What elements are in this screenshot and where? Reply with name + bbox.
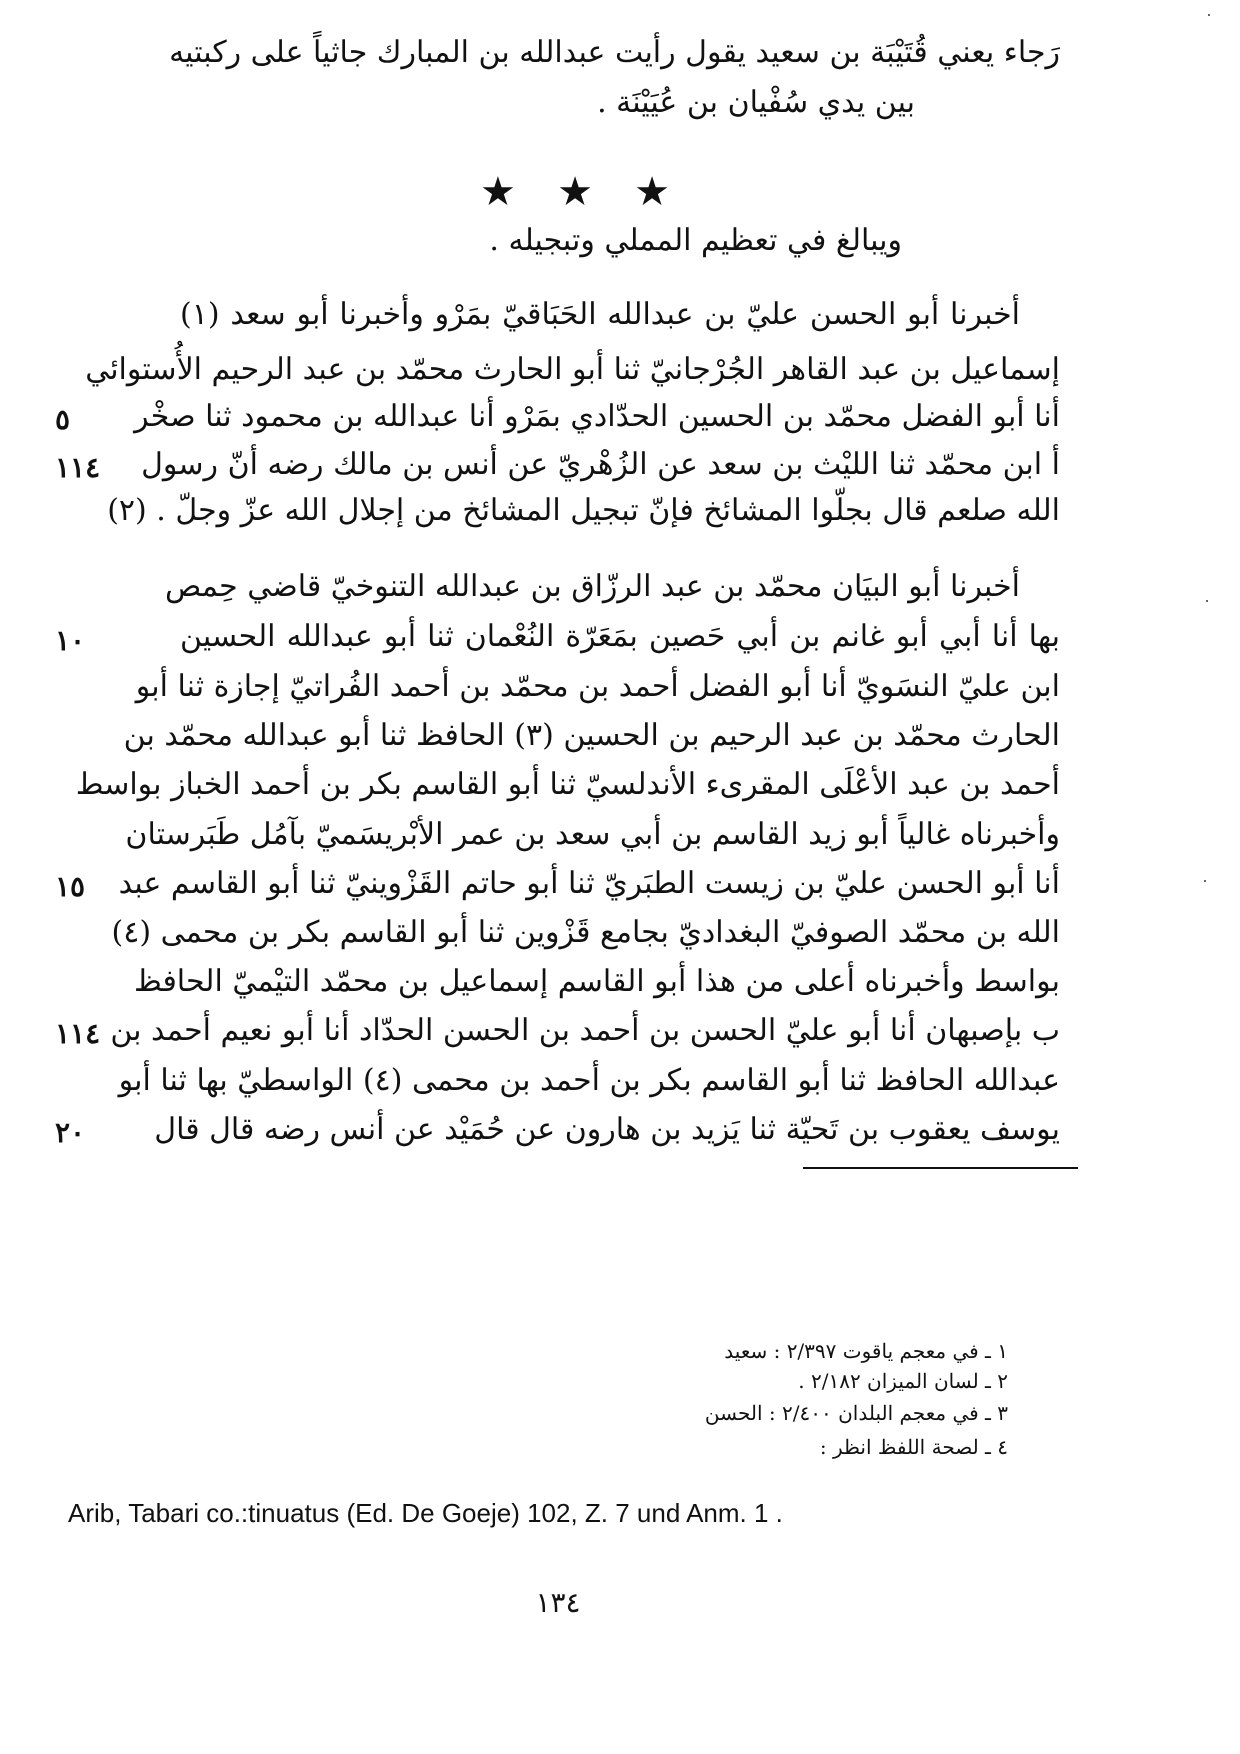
footnote: ٤ ـ لصحة اللفظ انظر : — [819, 1435, 1008, 1459]
scan-speck — [1204, 880, 1206, 882]
text-line: بواسط وأخبرناه أعلى من هذا أبو القاسم إسماعيل بن محمّد التيْميّ الحافظ — [133, 964, 1060, 999]
section-heading: ويبالغ في تعظيم المملي وتبجيله . — [489, 223, 902, 258]
footnote: ٣ ـ في معجم البلدان ٢/٤٠٠ : الحسن — [704, 1401, 1008, 1425]
margin-line-number: ٢٠ — [55, 1116, 86, 1149]
scan-speck — [1208, 14, 1210, 16]
star-icon: ★ — [634, 169, 670, 215]
text-line: أخبرنا أبو البيَان محمّد بن عبد الرزّاق بن عبدالله التنوخيّ قاضي حِمص — [165, 569, 1020, 604]
section-separator — [480, 169, 670, 215]
margin-line-number: ٥ — [55, 403, 71, 436]
folio-marker: ١١٤ — [55, 451, 101, 484]
text-line: رَجاء يعني قُتَيْبَة بن سعيد يقول رأيت عبدالله بن المبارك جاثياً على ركبتيه — [169, 35, 1060, 70]
text-line: ب بإصبهان أنا أبو عليّ الحسن بن أحمد بن الحسن الحدّاد أنا أبو نعيم أحمد بن — [110, 1013, 1060, 1048]
footnote: ١ ـ في معجم ياقوت ٢/٣٩٧ : سعيد — [724, 1339, 1008, 1363]
star-icon: ★ — [480, 169, 516, 215]
text-line: أنا أبو الحسن عليّ بن زيست الطبَريّ ثنا أبو حاتم القَزْوينيّ ثنا أبو القاسم عبد — [118, 866, 1060, 901]
text-line: الله بن محمّد الصوفيّ البغداديّ بجامع قَزْوين ثنا أبو القاسم بكر بن محمى (٤) — [111, 915, 1060, 950]
text-line: الله صلعم قال بجلّوا المشائخ فإنّ تبجيل المشائخ من إجلال الله عزّ وجلّ . (٢) — [107, 493, 1060, 528]
text-line: يوسف يعقوب بن تَحيّة ثنا يَزيد بن هارون عن حُمَيْد عن أنس رضه قال قال — [154, 1112, 1060, 1147]
text-line: أحمد بن عبد الأعْلَى المقرىء الأندلسيّ ثنا أبو القاسم بكر بن أحمد الخباز بواسط — [75, 767, 1060, 802]
text-line: بين يدي سُفْيان بن عُيَيْنَة . — [597, 85, 915, 120]
page-number: ١٣٤ — [535, 1586, 581, 1619]
text-line: ابن عليّ النسَويّ أنا أبو الفضل أحمد بن محمّد بن أحمد الفُراتيّ إجازة ثنا أبو — [135, 669, 1060, 704]
text-line: الحارث محمّد بن عبد الرحيم بن الحسين (٣) الحافظ ثنا أبو عبدالله محمّد بن — [123, 718, 1060, 753]
footnote: ٢ ـ لسان الميزان ٢/١٨٢ . — [798, 1369, 1008, 1393]
text-line: وأخبرناه غالياً أبو زيد القاسم بن أبي سعد بن عمر الأبْريسَميّ بآمُل طَبَرستان — [125, 817, 1060, 852]
text-line: عبدالله الحافظ ثنا أبو القاسم بكر بن أحمد بن محمى (٤) الواسطيّ بها ثنا أبو — [118, 1063, 1060, 1098]
footnote-divider — [803, 1167, 1078, 1169]
text-line: إسماعيل بن عبد القاهر الجُرْجانيّ ثنا أبو الحارث محمّد بن عبد الرحيم الأُستوائي — [85, 352, 1060, 387]
margin-line-number: ١٠ — [55, 624, 86, 657]
text-line: أخبرنا أبو الحسن عليّ بن عبدالله الحَبَاقيّ بمَرْو وأخبرنا أبو سعد (١) — [180, 297, 1020, 332]
folio-marker: ١١٤ — [55, 1017, 101, 1050]
text-line: بها أنا أبي أبو غانم بن أبي حَصين بمَعَرّة النُعْمان ثنا أبو عبدالله الحسين — [180, 619, 1060, 654]
scan-speck — [1206, 600, 1208, 602]
margin-line-number: ١٥ — [55, 870, 86, 903]
text-line: أنا أبو الفضل محمّد بن الحسين الحدّادي بمَرْو أنا عبدالله بن محمود ثنا صخْر — [134, 399, 1060, 434]
star-icon: ★ — [557, 169, 593, 215]
latin-reference: Arib, Tabari co.:tinuatus (Ed. De Goeje) 102, Z. 7 und Anm. 1 . — [68, 1498, 783, 1528]
text-line: أ ابن محمّد ثنا الليْث بن سعد عن الزُهْريّ عن أنس بن مالك رضه أنّ رسول — [141, 447, 1060, 482]
